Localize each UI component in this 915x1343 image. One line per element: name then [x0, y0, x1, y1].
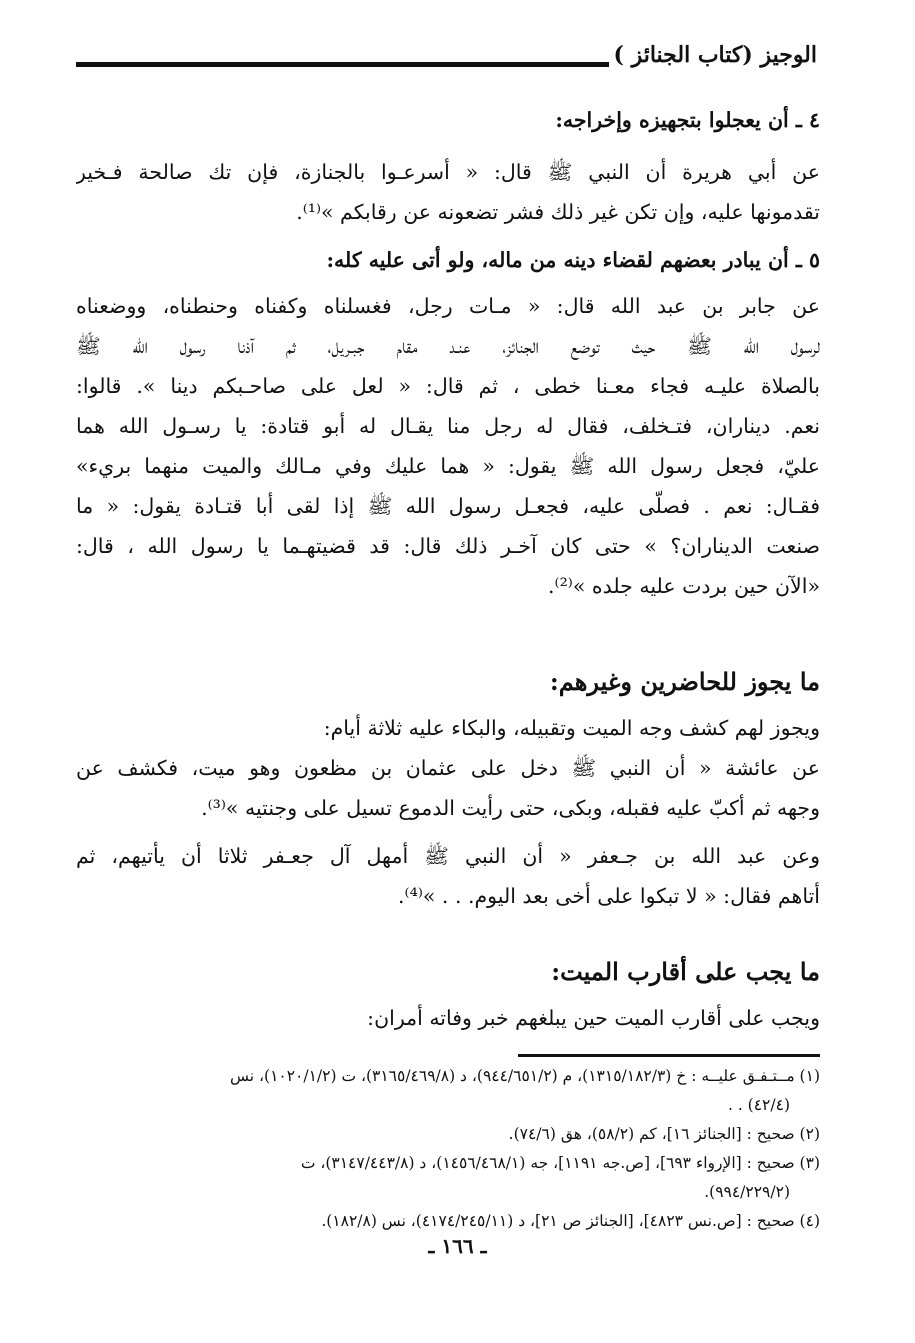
footnote	[76, 1207, 820, 1236]
footnote-line: (٤٢/٤) . .	[727, 1096, 790, 1114]
paragraph	[76, 836, 820, 916]
footnote	[76, 1062, 820, 1120]
text-line: أتاهم فقال: « لا تبكوا على أخى بعد اليوم. . . »⁽⁴⁾.	[398, 884, 820, 908]
text-line: عن عائشة « أن النبي ﷺ دخل على عثمان بن مظعون وهو ميت، فكشف عن	[76, 756, 820, 780]
text-line: لرسول الله ﷺ حيث توضع الجنائز، عنـد مقام جبـريل، ثم آذنا رسول الله ﷺ	[76, 334, 820, 358]
paragraph	[76, 708, 820, 748]
footnote-line: (٣) صحيح : [الإرواء ٦٩٣]، [ص.جه ١١٩١]، جه (١٤٥٦/٤٦٨/١)، د (٣١٤٧/٤٤٣/٨)، ت	[300, 1154, 820, 1172]
footnote-line: (٤) صحيح : [ص.نس ٤٨٢٣]، [الجنائز ص ٢١]، د (٤١٧٤/٢٤٥/١١)، نس (١٨٢/٨).	[321, 1212, 820, 1230]
text-line: عن جابر بن عبد الله قال: « مـات رجل، فغسلناه وكفناه وحنطناه، ووضعناه	[76, 294, 820, 318]
text-line: تقدمونها عليه، وإن تكن غير ذلك فشر تضعونه عن رقابكم »⁽¹⁾.	[296, 200, 820, 224]
paragraph	[76, 286, 820, 606]
text-line: صنعت الديناران؟ » حتى كان آخـر ذلك قال: قد قضيتهـما يا رسول الله ، قال:	[76, 534, 820, 558]
footnote-line: (٢) صحيح : [الجنائز ١٦]، كم (٥٨/٢)، هق (٧٤/٦).	[508, 1125, 820, 1143]
paragraph	[76, 998, 820, 1038]
footnote-line: (٩٩٤/٢٢٩/٢).	[704, 1183, 790, 1201]
text-line: بالصلاة عليـه فجاء معـنا خطى ، ثم قال: « لعل على صاحـبكم دينا ». قالوا:	[76, 374, 820, 398]
paragraph	[76, 748, 820, 828]
footnotes	[76, 1062, 820, 1236]
footnote-separator	[518, 1054, 820, 1057]
text-line: «الآن حين بردت عليه جلده »⁽²⁾.	[548, 574, 820, 598]
footnote-line: (١) مــتـفـق عليــه : خ (١٣١٥/١٨٢/٣)، م (٩٤٤/٦٥١/٢)، د (٣١٦٥/٤٦٩/٨)، ت (١٠٢٠/١/٢)، نس	[230, 1067, 820, 1085]
text-line: وعن عبد الله بن جـعفر « أن النبي ﷺ أمهل آل جعـفر ثلاثا أن يأتيهم، ثم	[76, 844, 820, 868]
section-heading: ما يجوز للحاضرين وغيرهم:	[549, 667, 820, 696]
text-line: عليّ، فجعل رسول الله ﷺ يقول: « هما عليك وفي مـالك والميت منهما بريء»	[76, 454, 820, 478]
text-line: ويجب على أقارب الميت حين يبلغهم خبر وفاته أمران:	[367, 1006, 820, 1030]
page-number: ـ ١٦٦ ـ	[428, 1234, 487, 1258]
text-line: فقـال: نعم . فصلّى عليه، فجعـل رسول الله ﷺ إذا لقى أبا قتـادة يقول: « ما	[76, 494, 820, 518]
footnote	[76, 1120, 820, 1149]
footnote	[76, 1149, 820, 1207]
numbered-subheading: ٥ ـ أن يبادر بعضهم لقضاء دينه من ماله، ولو أتى عليه كله:	[326, 248, 820, 272]
text-line: عن أبي هريرة أن النبي ﷺ قال: « أسرعـوا بالجنازة، فإن تك صالحة فـخير	[76, 160, 820, 184]
numbered-subheading: ٤ ـ أن يعجلوا بتجهيزه وإخراجه:	[555, 108, 820, 132]
text-line: نعم. ديناران، فتـخلف، فقال له رجل منا يقـال له أبو قتادة: يا رسـول الله هما	[76, 414, 820, 438]
text-line: وجهه ثم أكبّ عليه فقبله، وبكى، حتى رأيت الدموع تسيل على وجنتيه »⁽³⁾.	[201, 796, 820, 820]
paragraph	[76, 152, 820, 232]
header-rule	[76, 62, 609, 67]
running-header-title: الوجيز (كتاب الجنائز )	[613, 42, 817, 68]
text-line: ويجوز لهم كشف وجه الميت وتقبيله، والبكاء عليه ثلاثة أيام:	[323, 716, 820, 740]
section-heading: ما يجب على أقارب الميت:	[551, 957, 820, 986]
